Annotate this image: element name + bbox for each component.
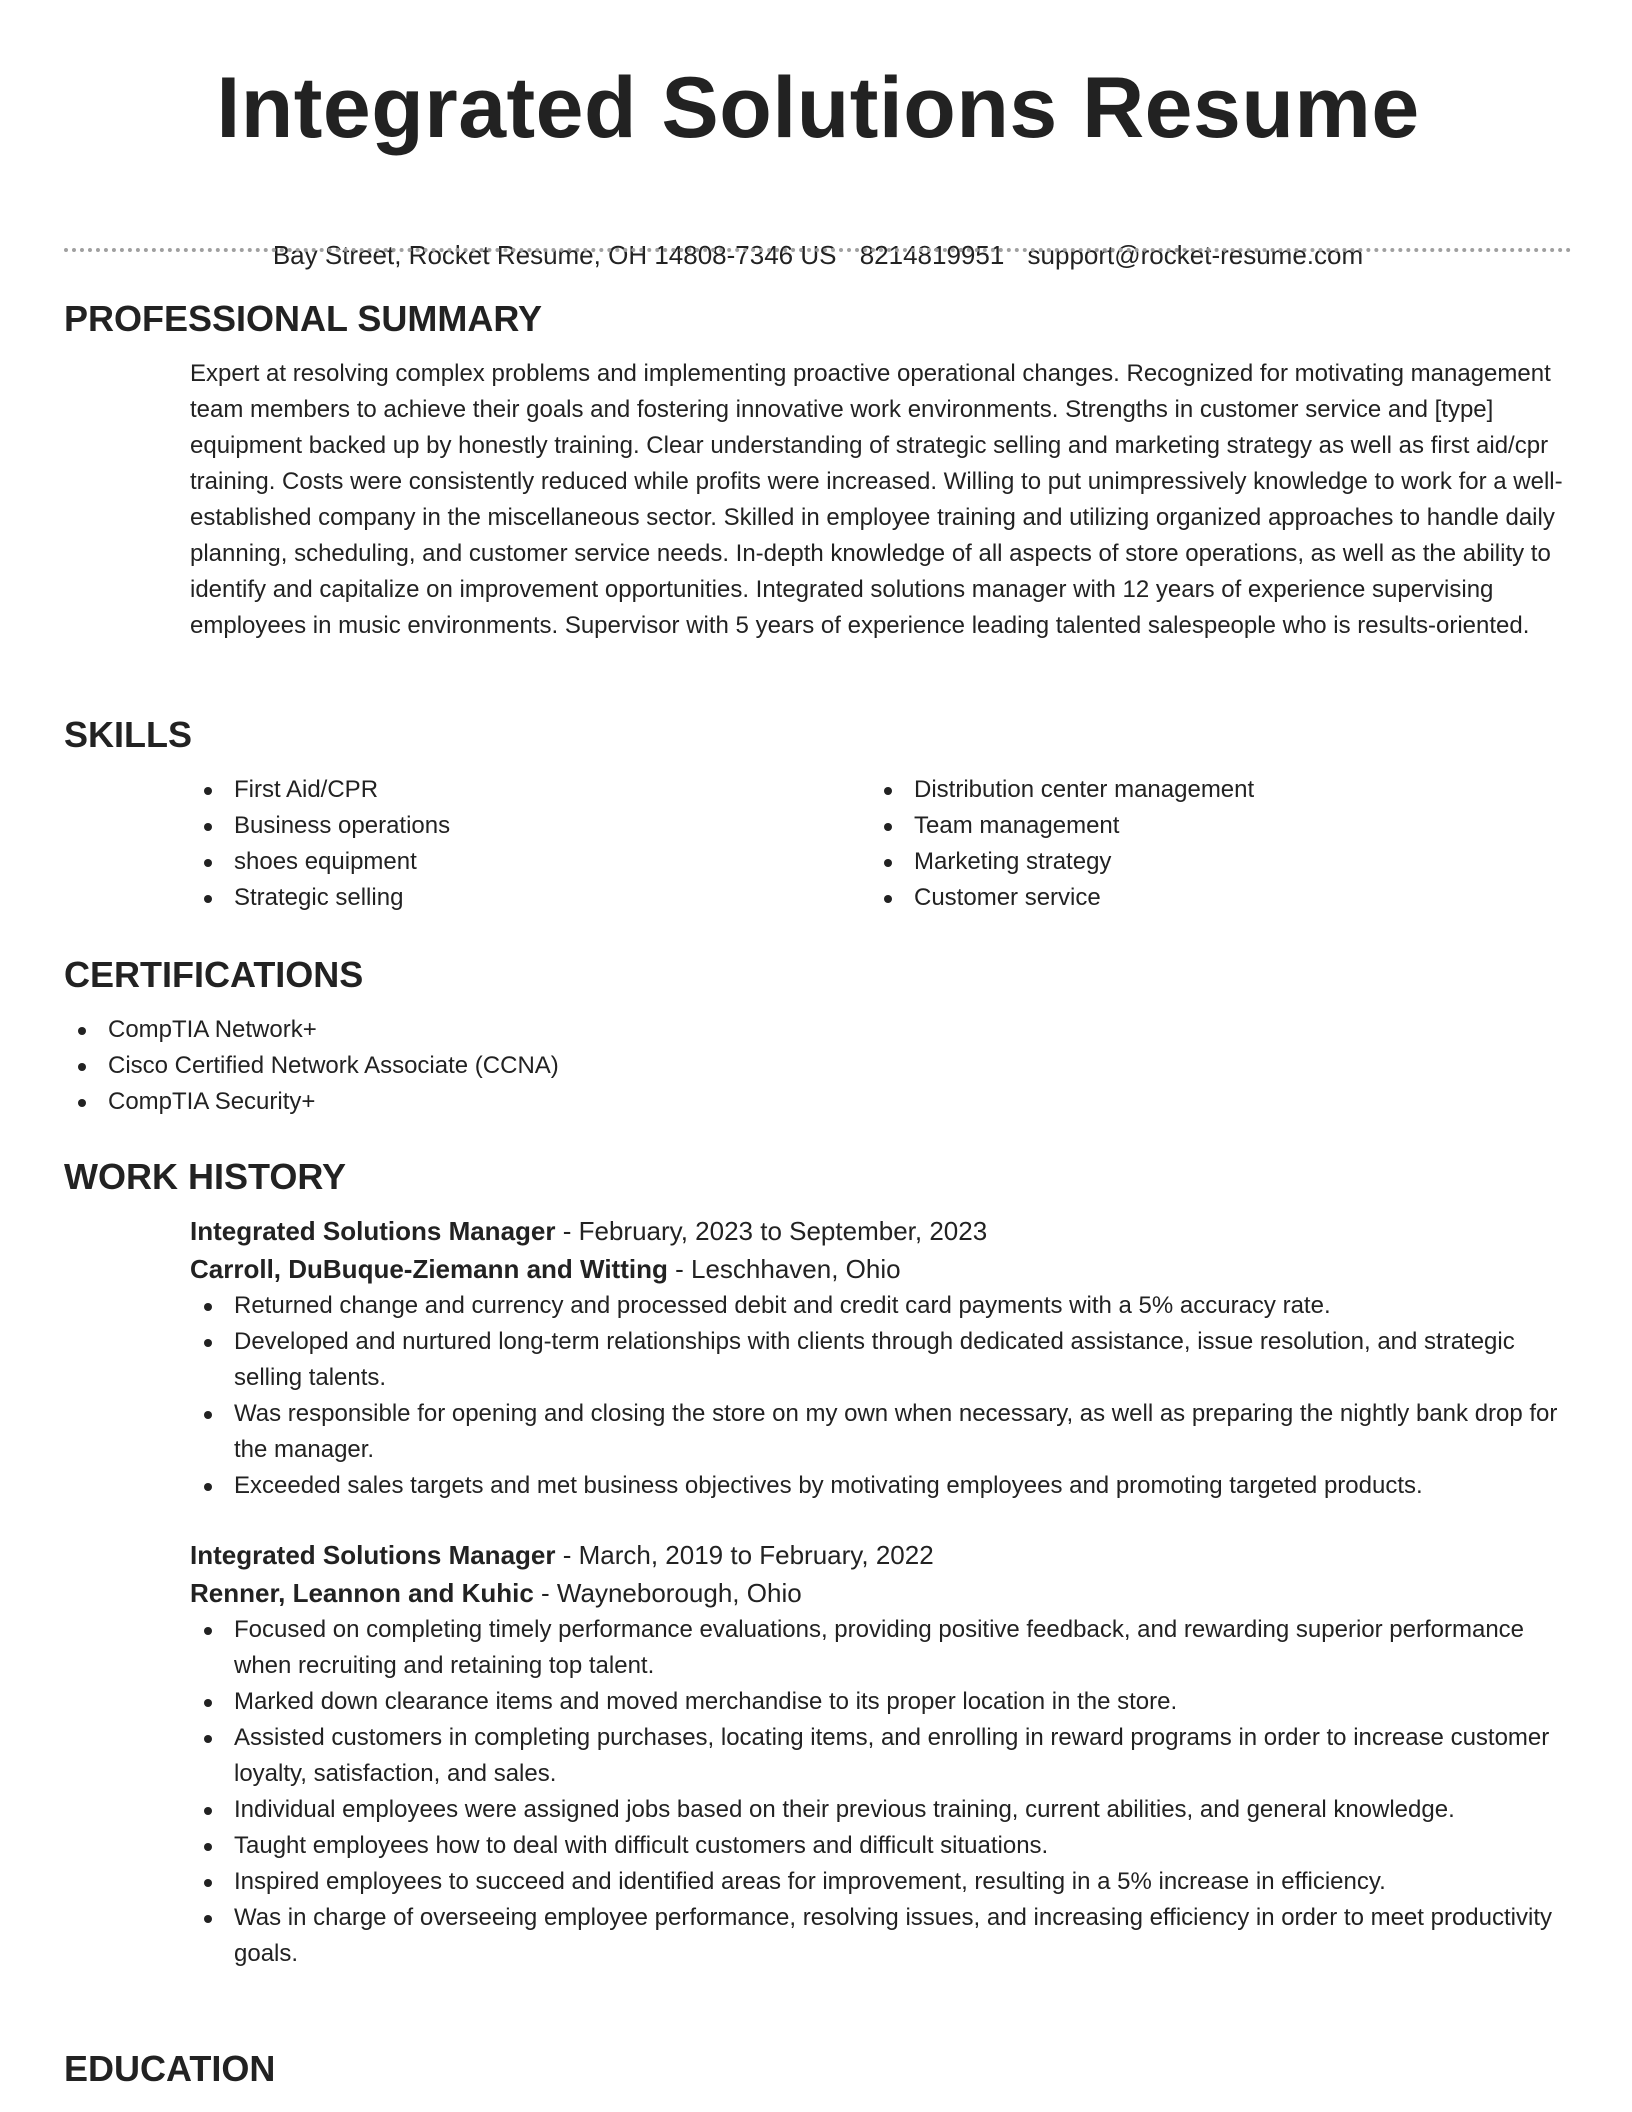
list-item: Developed and nurtured long-term relationships with clients through dedicated assistance, issue resolution, and strategic selling talents. — [190, 1324, 1572, 1396]
certifications-list — [64, 1012, 1572, 1120]
job-title-line — [190, 1212, 1572, 1250]
list-item: Individual employees were assigned jobs based on their previous training, current abilities, and general knowledge. — [190, 1792, 1572, 1828]
education-heading: EDUCATION — [64, 2048, 276, 2089]
list-item: shoes equipment — [190, 844, 870, 880]
job-company-line — [190, 1574, 1572, 1612]
list-item: CompTIA Network+ — [64, 1012, 1572, 1048]
job-dates: - March, 2019 to February, 2022 — [555, 1540, 934, 1570]
list-item: Cisco Certified Network Associate (CCNA) — [64, 1048, 1572, 1084]
resume-title: Integrated Solutions Resume — [216, 60, 1420, 156]
job-title: Integrated Solutions Manager — [190, 1540, 556, 1570]
job-company-line — [190, 1250, 1572, 1288]
skills-grid — [190, 772, 1572, 916]
list-item: Taught employees how to deal with difficult customers and difficult situations. — [190, 1828, 1572, 1864]
contact-address: Bay Street, Rocket Resume, OH 14808-7346 US — [272, 240, 837, 270]
list-item: First Aid/CPR — [190, 772, 870, 808]
list-item: Business operations — [190, 808, 870, 844]
list-item: Marked down clearance items and moved merchandise to its proper location in the store. — [190, 1684, 1572, 1720]
job-location: - Leschhaven, Ohio — [667, 1254, 901, 1284]
list-item: Was responsible for opening and closing the store on my own when necessary, as well as preparing the nightly bank drop for the manager. — [190, 1396, 1572, 1468]
summary-heading: PROFESSIONAL SUMMARY — [64, 298, 543, 339]
list-item: Was in charge of overseeing employee performance, resolving issues, and increasing efficiency in order to meet productivity goals. — [190, 1900, 1572, 1972]
education-section — [64, 2046, 1572, 2092]
job-location: - Wayneborough, Ohio — [533, 1578, 802, 1608]
job-bullets — [190, 1288, 1572, 1504]
list-item: Inspired employees to succeed and identified areas for improvement, resulting in a 5% increase in efficiency. — [190, 1864, 1572, 1900]
work-history-heading: WORK HISTORY — [64, 1156, 347, 1197]
summary-text: Expert at resolving complex problems and implementing proactive operational changes. Recognized for motivating management team members to achieve their goals and fostering innovative work environments. Strengths in customer service and [type] equipment backed up by honestly training. Clear understanding of strategic selling and marketing strategy as well as first aid/cpr training. Costs were consistently reduced while profits were increased. Willing to put unimpressively knowledge to work for a well-established company in the miscellaneous sector. Skilled in employee training and utilizing organized approaches to handle daily planning, scheduling, and customer service needs. In-depth knowledge of all aspects of store operations, as well as the ability to identify and capitalize on improvement opportunities. Integrated solutions manager with 12 years of experience supervising employees in music environments. Supervisor with 5 years of experience leading talented salespeople who is results-oriented. — [190, 360, 1563, 639]
list-item: Distribution center management — [870, 772, 1550, 808]
job-title: Integrated Solutions Manager — [190, 1216, 556, 1246]
job-entry — [190, 1212, 1572, 1504]
job-entry — [190, 1536, 1572, 1972]
job-company: Carroll, DuBuque-Ziemann and Witting — [190, 1254, 668, 1284]
work-history-section — [64, 1154, 1572, 1972]
skills-heading: SKILLS — [64, 714, 193, 755]
contact-phone: 8214819951 — [859, 240, 1005, 270]
skills-section — [64, 712, 1572, 916]
job-bullets — [190, 1612, 1572, 1972]
list-item: Focused on completing timely performance evaluations, providing positive feedback, and rewarding superior performance when recruiting and retaining top talent. — [190, 1612, 1572, 1684]
certifications-section — [64, 952, 1572, 1120]
contact-line — [64, 238, 1572, 272]
list-item: Marketing strategy — [870, 844, 1550, 880]
header-divider — [64, 248, 1572, 252]
list-item: CompTIA Security+ — [64, 1084, 1572, 1120]
certifications-heading: CERTIFICATIONS — [64, 954, 364, 995]
list-item: Strategic selling — [190, 880, 870, 916]
skills-list-left — [190, 772, 870, 916]
resume-header — [64, 0, 1572, 272]
job-title-line — [190, 1536, 1572, 1574]
list-item: Customer service — [870, 880, 1550, 916]
list-item: Exceeded sales targets and met business objectives by motivating employees and promoting targeted products. — [190, 1468, 1572, 1504]
job-company: Renner, Leannon and Kuhic — [190, 1578, 534, 1608]
summary-section — [64, 296, 1572, 644]
list-item: Team management — [870, 808, 1550, 844]
list-item: Returned change and currency and processed debit and credit card payments with a 5% accuracy rate. — [190, 1288, 1572, 1324]
skills-list-right — [870, 772, 1550, 916]
job-dates: - February, 2023 to September, 2023 — [555, 1216, 988, 1246]
list-item: Assisted customers in completing purchases, locating items, and enrolling in reward programs in order to increase customer loyalty, satisfaction, and sales. — [190, 1720, 1572, 1792]
contact-email: support@rocket-resume.com — [1027, 240, 1364, 270]
